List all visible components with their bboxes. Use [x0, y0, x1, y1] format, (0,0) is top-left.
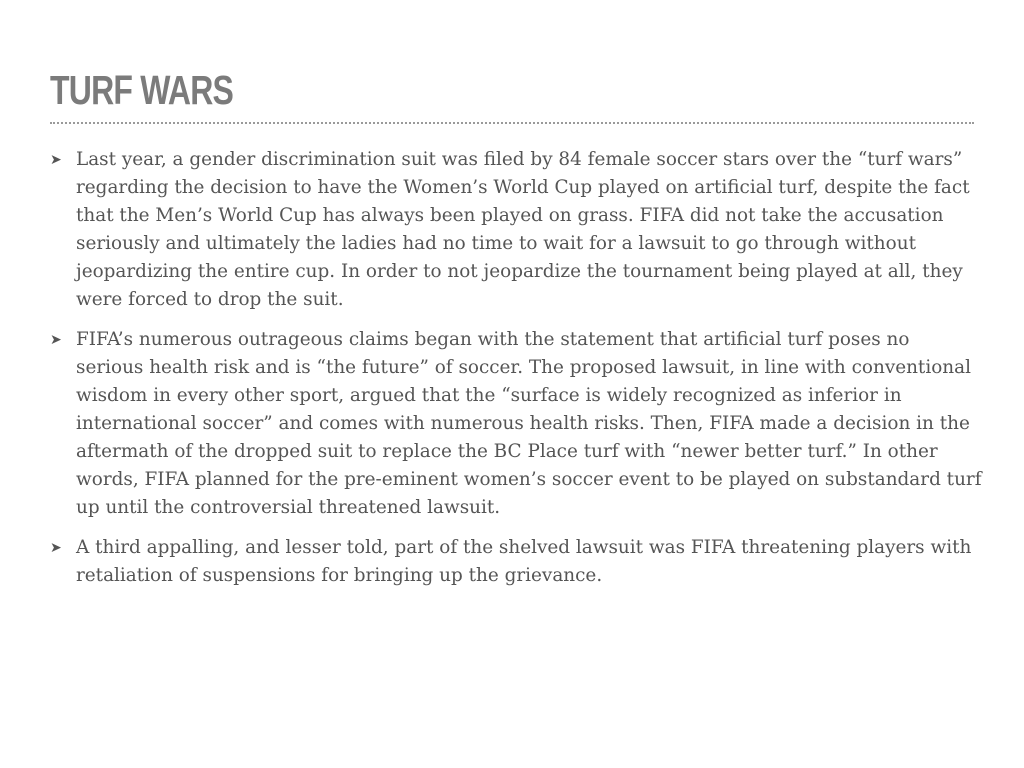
bullet-item	[50, 146, 982, 314]
arrow-bullet-icon: ➤	[50, 332, 62, 348]
bullet-item	[50, 326, 982, 522]
bullet-text: Last year, a gender discrimination suit was filed by 84 female soccer stars over the “turf wars” regarding the decision to have the Women’s World Cup played on artificial turf, despite the fact that the Men’s World Cup has always been played on grass. FIFA did not take the accusation seriously and ultimately the ladies had no time to wait for a lawsuit to go through without jeopardizing the entire cup. In order to not jeopardize the tournament being played at all, they were forced to drop the suit.	[76, 149, 970, 310]
arrow-bullet-icon: ➤	[50, 152, 62, 168]
bullet-list	[50, 146, 982, 602]
title-divider	[50, 122, 974, 124]
arrow-bullet-icon: ➤	[50, 540, 62, 556]
bullet-item	[50, 534, 982, 590]
bullet-text: A third appalling, and lesser told, part of the shelved lawsuit was FIFA threatening players with retaliation of suspensions for bringing up the grievance.	[76, 537, 972, 586]
slide-title: TURF WARS	[50, 67, 234, 113]
bullet-text: FIFA’s numerous outrageous claims began with the statement that artificial turf poses no serious health risk and is “the future” of soccer. The proposed lawsuit, in line with conventional wisdom in every other sport, argued that the “surface is widely recognized as inferior in international soccer” and comes with numerous health risks. Then, FIFA made a decision in the aftermath of the dropped suit to replace the BC Place turf with “newer better turf.” In other words, FIFA planned for the pre-eminent women’s soccer event to be played on substandard turf up until the controversial threatened lawsuit.	[76, 329, 982, 518]
